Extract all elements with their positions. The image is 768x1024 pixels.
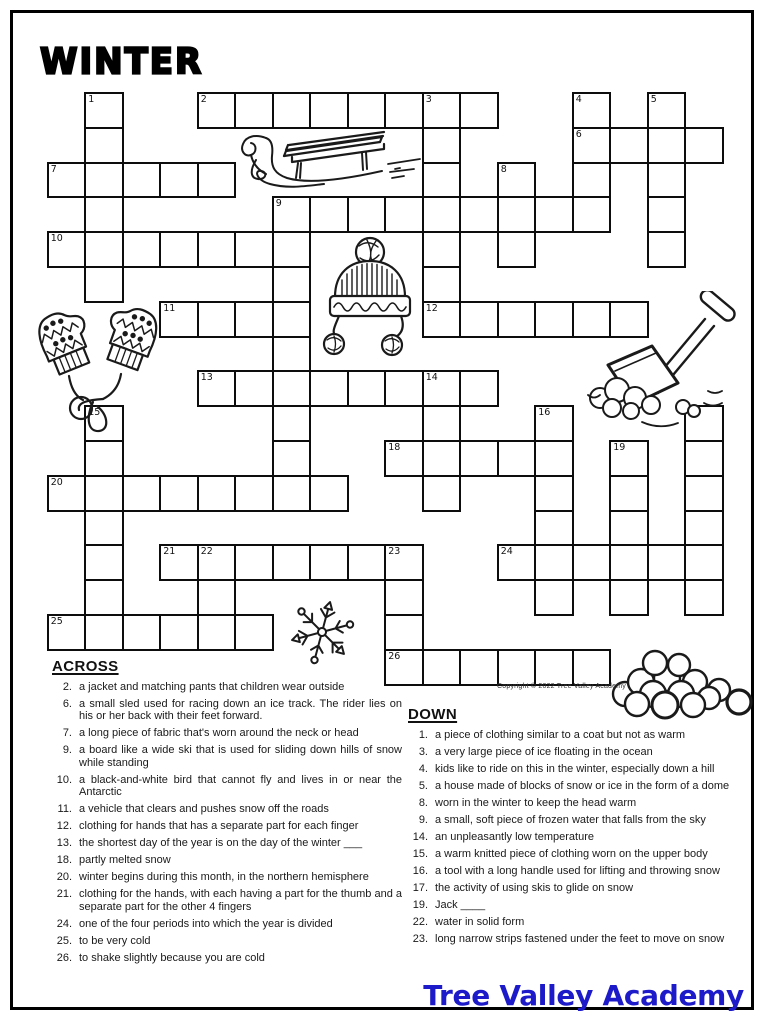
cell-number: 22 <box>200 546 213 558</box>
grid-cell[interactable] <box>647 162 687 199</box>
mittens-illustration <box>37 292 159 444</box>
clue-number: 9. <box>62 744 72 757</box>
clue-text: Jack ____ <box>435 899 486 911</box>
grid-cell[interactable] <box>234 544 274 581</box>
grid-cell[interactable] <box>234 614 274 651</box>
clue-number: 16. <box>412 865 428 877</box>
grid-cell[interactable] <box>197 370 237 407</box>
grid-cell[interactable] <box>609 510 649 547</box>
clue-number: 21. <box>56 888 72 901</box>
clue-number: 6. <box>62 698 72 710</box>
cell-number: 23 <box>388 546 401 558</box>
clue-item <box>406 882 764 894</box>
grid-cell[interactable] <box>534 475 574 512</box>
grid-cell[interactable] <box>347 544 387 581</box>
grid-cell[interactable] <box>122 231 162 268</box>
clue-text: water in solid form <box>435 916 525 928</box>
grid-cell[interactable] <box>309 92 349 129</box>
grid-cell[interactable] <box>647 231 687 268</box>
grid-cell[interactable] <box>347 92 387 129</box>
grid-cell[interactable] <box>534 440 574 477</box>
cell-number: 15 <box>88 407 101 419</box>
grid-cell[interactable] <box>197 301 237 338</box>
clue-number: 20. <box>56 871 72 884</box>
grid-cell[interactable] <box>159 231 199 268</box>
down-clue-list <box>406 729 764 945</box>
grid-cell[interactable] <box>159 475 199 512</box>
grid-cell[interactable] <box>459 92 499 129</box>
clue-text: a tool with a long handle used for lifting and throwing snow <box>435 865 720 877</box>
grid-cell[interactable] <box>234 92 274 129</box>
grid-cell[interactable] <box>422 405 462 442</box>
grid-cell[interactable] <box>422 162 462 199</box>
grid-cell[interactable] <box>309 544 349 581</box>
grid-cell[interactable] <box>497 649 537 686</box>
grid-cell[interactable] <box>497 162 537 199</box>
cell-number: 13 <box>200 372 213 384</box>
grid-cell[interactable] <box>197 162 237 199</box>
clue-text: a very large piece of ice floating in the ocean <box>435 746 653 758</box>
grid-cell[interactable] <box>84 579 124 616</box>
grid-cell[interactable] <box>234 370 274 407</box>
clue-number: 15. <box>412 848 428 860</box>
grid-cell[interactable] <box>572 162 612 199</box>
clue-number: 7. <box>62 727 72 740</box>
grid-cell[interactable] <box>534 649 574 686</box>
grid-cell[interactable] <box>122 614 162 651</box>
clue-number: 17. <box>412 882 428 894</box>
cell-number: 11 <box>163 302 176 314</box>
grid-cell[interactable] <box>684 475 724 512</box>
grid-cell[interactable] <box>84 475 124 512</box>
grid-cell[interactable] <box>84 510 124 547</box>
grid-cell[interactable] <box>647 544 687 581</box>
grid-cell[interactable] <box>234 301 274 338</box>
grid-cell[interactable] <box>534 544 574 581</box>
grid-cell[interactable] <box>572 649 612 686</box>
grid-cell[interactable] <box>272 405 312 442</box>
clue-item <box>406 831 764 843</box>
grid-cell[interactable] <box>534 510 574 547</box>
grid-cell[interactable] <box>234 231 274 268</box>
clue-number: 14. <box>412 831 428 843</box>
down-heading: DOWN <box>408 706 458 723</box>
grid-cell[interactable] <box>609 544 649 581</box>
across-clues-section <box>50 658 402 969</box>
grid-cell[interactable] <box>572 544 612 581</box>
clue-number: 11. <box>57 803 72 816</box>
cell-number: 24 <box>500 546 513 558</box>
grid-cell[interactable] <box>572 92 612 129</box>
grid-cell[interactable] <box>159 301 199 338</box>
clue-number: 13. <box>56 837 72 850</box>
cell-number: 14 <box>425 372 438 384</box>
grid-cell[interactable] <box>534 301 574 338</box>
clue-text: a jacket and matching pants that children wear outside <box>79 681 345 693</box>
grid-cell[interactable] <box>197 544 237 581</box>
grid-cell[interactable] <box>309 370 349 407</box>
grid-cell[interactable] <box>684 127 724 164</box>
clue-item <box>406 780 764 792</box>
grid-cell[interactable] <box>347 370 387 407</box>
grid-cell[interactable] <box>534 579 574 616</box>
clue-text: a small, soft piece of frozen water that falls from the sky <box>435 814 706 826</box>
cell-number: 7 <box>50 163 57 175</box>
grid-cell[interactable] <box>684 440 724 477</box>
grid-cell[interactable] <box>384 544 424 581</box>
brand-logo-text: Tree Valley Academy <box>423 979 744 1012</box>
clue-item <box>50 871 402 883</box>
grid-cell[interactable] <box>647 196 687 233</box>
clue-number: 19. <box>412 899 428 911</box>
grid-cell[interactable] <box>572 196 612 233</box>
cell-number: 3 <box>425 94 432 105</box>
cell-number: 8 <box>500 163 507 175</box>
grid-cell[interactable] <box>647 92 687 129</box>
cell-number: 5 <box>650 94 657 105</box>
grid-cell[interactable] <box>272 196 312 233</box>
grid-cell[interactable] <box>159 162 199 199</box>
snow-shovel-illustration <box>586 291 748 433</box>
grid-cell[interactable] <box>422 92 462 129</box>
clue-item <box>406 746 764 758</box>
cell-number: 26 <box>388 650 401 662</box>
grid-cell[interactable] <box>459 649 499 686</box>
grid-cell[interactable] <box>197 614 237 651</box>
clue-item <box>406 763 764 775</box>
grid-cell[interactable] <box>422 440 462 477</box>
copyright-note: Copyright © 2022 Tree Valley Academy <box>497 683 626 690</box>
clue-item <box>406 933 764 945</box>
grid-cell[interactable] <box>272 475 312 512</box>
grid-cell[interactable] <box>609 475 649 512</box>
grid-cell[interactable] <box>84 440 124 477</box>
cell-number: 20 <box>50 476 63 488</box>
grid-cell[interactable] <box>272 92 312 129</box>
clue-text: worn in the winter to keep the head warm <box>435 797 637 809</box>
grid-cell[interactable] <box>197 92 237 129</box>
clue-item <box>50 803 402 815</box>
grid-cell[interactable] <box>84 92 124 129</box>
grid-cell[interactable] <box>47 475 87 512</box>
grid-cell[interactable] <box>647 127 687 164</box>
clue-item <box>50 918 402 930</box>
cell-number: 9 <box>275 198 282 210</box>
cell-number: 10 <box>50 233 63 245</box>
grid-cell[interactable] <box>684 544 724 581</box>
grid-cell[interactable] <box>384 440 424 477</box>
grid-cell[interactable] <box>609 579 649 616</box>
grid-cell[interactable] <box>309 196 349 233</box>
grid-cell[interactable] <box>384 92 424 129</box>
clue-item <box>50 698 402 723</box>
across-clue-list <box>50 681 402 964</box>
grid-cell[interactable] <box>684 579 724 616</box>
grid-cell[interactable] <box>459 440 499 477</box>
clue-item <box>50 681 402 693</box>
clue-number: 26. <box>56 951 72 964</box>
clue-text: the shortest day of the year is on the day of the winter ___ <box>79 837 363 850</box>
grid-cell[interactable] <box>497 544 537 581</box>
clue-text: a vehicle that clears and pushes snow off the roads <box>79 803 329 816</box>
clue-number: 24. <box>56 917 72 930</box>
grid-cell[interactable] <box>197 579 237 616</box>
grid-cell[interactable] <box>84 231 124 268</box>
grid-cell[interactable] <box>384 196 424 233</box>
grid-cell[interactable] <box>159 544 199 581</box>
grid-cell[interactable] <box>384 370 424 407</box>
grid-cell[interactable] <box>684 510 724 547</box>
grid-cell[interactable] <box>384 579 424 616</box>
clue-number: 5. <box>418 780 428 792</box>
clue-text: a warm knitted piece of clothing worn on the upper body <box>435 848 708 860</box>
grid-cell[interactable] <box>47 614 87 651</box>
grid-cell[interactable] <box>122 475 162 512</box>
grid-cell[interactable] <box>197 231 237 268</box>
clue-number: 12. <box>56 820 72 833</box>
cell-number: 16 <box>538 407 551 419</box>
grid-cell[interactable] <box>609 127 649 164</box>
cell-number: 19 <box>613 442 626 453</box>
clue-item <box>406 729 764 741</box>
clue-text: clothing for the hands, with each having a part for the thumb and a separate part for the other 4 fingers <box>79 888 402 913</box>
cell-number: 12 <box>425 302 438 314</box>
clue-item <box>50 888 402 913</box>
grid-cell[interactable] <box>84 162 124 199</box>
clue-item <box>406 814 764 826</box>
cell-number: 25 <box>50 616 63 627</box>
clue-text: to shake slightly because you are cold <box>79 951 265 964</box>
grid-cell[interactable] <box>84 544 124 581</box>
grid-cell[interactable] <box>197 475 237 512</box>
sled-illustration <box>232 126 424 200</box>
grid-cell[interactable] <box>422 649 462 686</box>
clue-number: 1. <box>418 729 428 741</box>
clue-item <box>406 797 764 809</box>
grid-cell[interactable] <box>609 440 649 477</box>
clue-item <box>406 865 764 877</box>
grid-cell[interactable] <box>159 614 199 651</box>
clue-number: 22. <box>412 916 428 928</box>
page-title: WINTER <box>40 41 204 83</box>
grid-cell[interactable] <box>459 196 499 233</box>
grid-cell[interactable] <box>572 127 612 164</box>
grid-cell[interactable] <box>122 162 162 199</box>
grid-cell[interactable] <box>534 405 574 442</box>
clue-item <box>406 916 764 928</box>
grid-cell[interactable] <box>497 301 537 338</box>
cell-number: 1 <box>88 94 95 105</box>
grid-cell[interactable] <box>422 127 462 164</box>
clue-item <box>50 854 402 866</box>
clue-number: 2. <box>62 681 72 693</box>
grid-cell[interactable] <box>272 440 312 477</box>
clue-item <box>406 848 764 860</box>
clue-number: 25. <box>56 934 72 947</box>
clue-item <box>50 935 402 947</box>
grid-cell[interactable] <box>47 231 87 268</box>
grid-cell[interactable] <box>497 231 537 268</box>
clue-text: partly melted snow <box>79 854 171 867</box>
clue-text: one of the four periods into which the year is divided <box>79 917 333 930</box>
clue-text: the activity of using skis to glide on snow <box>435 882 634 894</box>
clue-text: a board like a wide ski that is used for sliding down hills of snow while standing <box>79 744 402 769</box>
cell-number: 6 <box>575 128 582 140</box>
grid-cell[interactable] <box>309 475 349 512</box>
clue-item <box>50 952 402 964</box>
clue-text: a black-and-white bird that cannot fly and lives in or near the Antarctic <box>79 773 402 799</box>
grid-cell[interactable] <box>422 370 462 407</box>
clue-item <box>50 820 402 832</box>
grid-cell[interactable] <box>534 196 574 233</box>
grid-cell[interactable] <box>422 196 462 233</box>
grid-cell[interactable] <box>84 196 124 233</box>
down-clues-section <box>406 706 764 950</box>
grid-cell[interactable] <box>459 370 499 407</box>
clue-item <box>50 774 402 799</box>
clue-text: a long piece of fabric that's worn around the neck or head <box>79 727 359 740</box>
grid-cell[interactable] <box>384 614 424 651</box>
clue-number: 10. <box>56 773 72 786</box>
clue-text: a small sled used for racing down an ice track. The rider lies on his or her back with their feet forward. <box>79 698 402 723</box>
grid-cell[interactable] <box>84 614 124 651</box>
cell-number: 18 <box>388 442 401 453</box>
grid-cell[interactable] <box>272 544 312 581</box>
clue-text: to be very cold <box>79 934 151 947</box>
clue-number: 18. <box>56 854 72 867</box>
clue-text: long narrow strips fastened under the feet to move on snow <box>435 933 725 945</box>
cell-number: 2 <box>200 94 207 105</box>
grid-cell[interactable] <box>347 196 387 233</box>
grid-cell[interactable] <box>234 475 274 512</box>
clue-item <box>50 744 402 769</box>
clue-text: a piece of clothing similar to a coat but not as warm <box>435 729 686 741</box>
clue-text: kids like to ride on this in the winter, especially down a hill <box>435 763 715 775</box>
grid-cell[interactable] <box>459 301 499 338</box>
clue-item <box>50 837 402 849</box>
grid-cell[interactable] <box>272 370 312 407</box>
grid-cell[interactable] <box>422 475 462 512</box>
clue-number: 8. <box>418 797 428 809</box>
clue-text: an unpleasantly low temperature <box>435 831 594 843</box>
clue-text: winter begins during this month, in the northern hemisphere <box>79 871 369 884</box>
grid-cell[interactable] <box>84 127 124 164</box>
winter-hat-illustration <box>306 235 432 357</box>
clue-number: 23. <box>412 933 428 945</box>
cell-number: 21 <box>163 546 176 558</box>
cell-number: 4 <box>575 94 582 105</box>
clue-item <box>406 899 764 911</box>
clue-item <box>50 727 402 739</box>
clue-text: a house made of blocks of snow or ice in the form of a dome <box>435 780 730 792</box>
grid-cell[interactable] <box>497 196 537 233</box>
clue-text: clothing for hands that has a separate part for each finger <box>79 820 359 833</box>
clue-number: 3. <box>418 746 428 758</box>
clue-number: 9. <box>418 814 428 826</box>
across-heading: ACROSS <box>52 658 119 675</box>
grid-cell[interactable] <box>47 162 87 199</box>
grid-cell[interactable] <box>497 440 537 477</box>
clue-number: 4. <box>418 763 428 775</box>
